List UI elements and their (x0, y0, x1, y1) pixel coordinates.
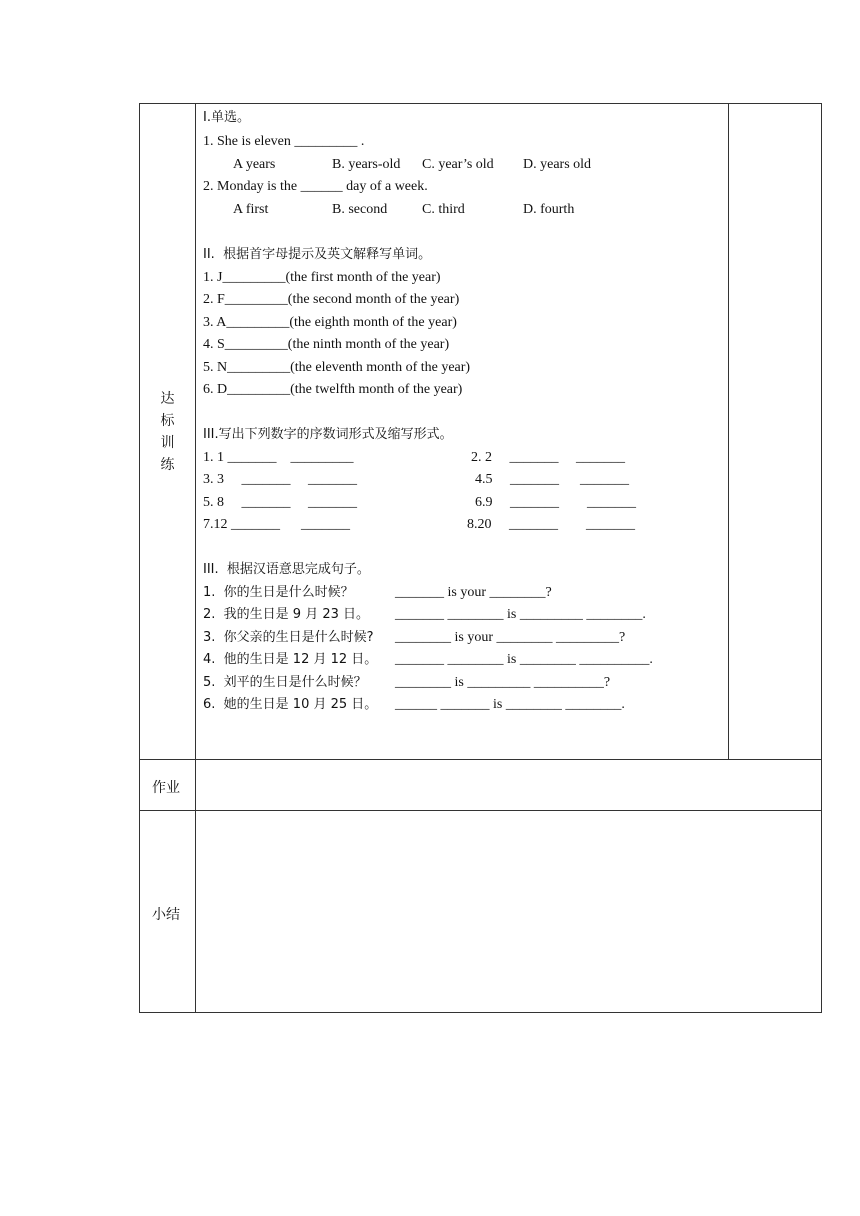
q2-option-d: D. fourth (523, 202, 575, 217)
q1-option-a: A years (233, 157, 276, 172)
sentence-prompt: 1. 你的生日是什么时候？ (203, 585, 354, 600)
q1-option-b: B. years-old (332, 157, 401, 172)
section2-heading: II. 根据首字母提示及英文解释写单词。 (203, 247, 432, 262)
section3-heading: III.写出下列数字的序数词形式及缩写形式。 (203, 427, 453, 442)
ordinal-item: 7.12 _______ _______ (203, 517, 350, 532)
column-divider-left (195, 104, 196, 1012)
ordinal-item: 6.9 _______ _______ (475, 495, 636, 510)
sentence-answer: _______ ________ is _________ ________. (395, 607, 646, 622)
q2-option-c: C. third (422, 202, 465, 217)
ordinal-item: 1. 1 _______ _________ (203, 450, 354, 465)
worksheet-table (139, 103, 822, 1013)
ordinal-item: 5. 8 _______ _______ (203, 495, 357, 510)
question-1: 1. She is eleven _________ . (203, 134, 365, 149)
sentence-answer: _______ is your ________? (395, 585, 552, 600)
ordinal-item: 3. 3 _______ _______ (203, 472, 357, 487)
vocab-item: 3. A_________(the eighth month of the year) (203, 315, 457, 330)
sentence-answer: ________ is your ________ _________? (395, 630, 626, 645)
row-label-homework: 作业 (152, 780, 180, 796)
ordinal-item: 4.5 _______ _______ (475, 472, 629, 487)
sentence-prompt: 5. 刘平的生日是什么时候？ (203, 675, 367, 690)
row-divider-2 (140, 810, 821, 811)
ordinal-item: 8.20 _______ _______ (467, 517, 635, 532)
column-divider-right (728, 104, 729, 759)
vocab-item: 1. J_________(the first month of the year) (203, 270, 441, 285)
vocab-item: 2. F_________(the second month of the year) (203, 292, 460, 307)
sentence-answer: _______ ________ is ________ __________. (395, 652, 653, 667)
sentence-prompt: 2. 我的生日是 9 月 23 日。 (203, 607, 370, 622)
q2-option-a: A first (233, 202, 269, 217)
sentence-answer: ______ _______ is ________ ________. (395, 697, 625, 712)
section4-heading: III. 根据汉语意思完成句子。 (203, 562, 370, 577)
q1-option-c: C. year’s old (422, 157, 494, 172)
vocab-item: 6. D_________(the twelfth month of the year) (203, 382, 463, 397)
section1-heading: Ⅰ.单选。 (203, 110, 250, 125)
sentence-prompt: 4. 他的生日是 12 月 12 日。 (203, 652, 378, 667)
row-divider-1 (140, 759, 821, 760)
vocab-item: 4. S_________(the ninth month of the year) (203, 337, 450, 352)
row-label-summary: 小结 (152, 907, 180, 923)
ordinal-item: 2. 2 _______ _______ (471, 450, 625, 465)
sentence-answer: ________ is _________ __________? (395, 675, 611, 690)
row-label-practice: 达标训练 (160, 390, 175, 473)
question-2: 2. Monday is the ______ day of a week. (203, 179, 428, 194)
sentence-prompt: 3. 你父亲的生日是什么时候? (203, 630, 374, 645)
q2-option-b: B. second (332, 202, 388, 217)
vocab-item: 5. N_________(the eleventh month of the year) (203, 360, 471, 375)
sentence-prompt: 6. 她的生日是 10 月 25 日。 (203, 697, 378, 712)
q1-option-d: D. years old (523, 157, 592, 172)
